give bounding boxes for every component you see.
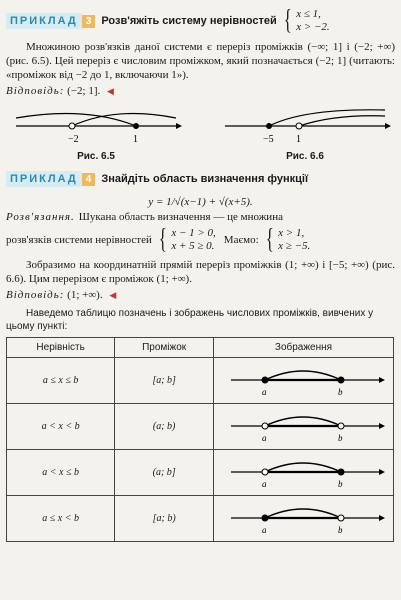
table-row [7, 450, 394, 496]
end-marker-icon: ◀ [107, 86, 114, 96]
interval-number-line [219, 358, 389, 400]
answer-label: Відповідь: [6, 289, 65, 301]
table-intro: Наведемо таблицю позначень і зображень числових проміжків, вивчених у цьому пункті: [6, 308, 374, 332]
system-line: x ≥ −5. [278, 240, 311, 252]
inequality-cell: a < x ≤ b [7, 450, 115, 496]
system-line: x + 5 ≥ 0. [171, 240, 215, 252]
point-b-label: b [337, 387, 342, 397]
example-4-header [6, 164, 395, 194]
tick-label: −2 [68, 134, 79, 145]
example-task: Розв'яжіть систему нерівностей [101, 15, 277, 27]
point-a-label: a [261, 525, 266, 535]
interval-number-line [219, 404, 389, 446]
figure-6-6 [215, 102, 395, 162]
system-line: x > −2. [296, 21, 330, 33]
example-task: Знайдіть область визначення функції [101, 173, 309, 185]
column-header: Нерівність [7, 338, 115, 358]
example-3-text: Множиною розв'язків даної системи є переріз проміжків (−∞; 1] і (−2; +∞) (рис. 6.5). Цей переріз є числовим проміжком, який позначається (−2; 1] (читають: «проміжок від −2 до 1, включаючи 1»). [6, 41, 395, 81]
number-line-figure [6, 102, 186, 150]
point-b-label: b [337, 479, 342, 489]
function-formula: y = 1/√(x−1) + √(x+5). [148, 196, 253, 208]
inequality-system: { x − 1 > 0, x + 5 ≥ 0. [158, 224, 216, 255]
figure-caption: Рис. 6.6 [286, 151, 324, 162]
solution-text: розв'язків системи нерівностей [6, 234, 152, 246]
system-line: x > 1, [278, 227, 305, 239]
example-tag: ПРИКЛАД [6, 171, 82, 187]
inequality-system: { x ≤ 1, x > −2. [283, 5, 330, 36]
interval-image-cell [214, 496, 394, 542]
intervals-table [6, 337, 394, 542]
interval-number-line [219, 450, 389, 492]
system-line: x − 1 > 0, [171, 227, 216, 239]
point-a-label: a [261, 433, 266, 443]
example-4-systems [6, 226, 395, 254]
answer-value: (1; +∞). [67, 289, 103, 301]
interval-cell: [a; b] [115, 358, 214, 404]
interval-cell: (a; b] [115, 450, 214, 496]
tick-label: −5 [263, 134, 274, 145]
example-number: 3 [82, 15, 96, 28]
interval-image-cell [214, 358, 394, 404]
column-header: Зображення [214, 338, 394, 358]
figure-caption: Рис. 6.5 [77, 151, 115, 162]
example-4-answer [6, 288, 395, 302]
point-b-label: b [337, 433, 342, 443]
figure-6-5 [6, 102, 186, 162]
tick-label: 1 [296, 134, 301, 145]
example-tag: ПРИКЛАД [6, 13, 82, 29]
interval-cell: [a; b) [115, 496, 214, 542]
interval-cell: (a; b) [115, 404, 214, 450]
number-line-figure [215, 102, 395, 150]
solution-text: Шукана область визначення — це множина [78, 211, 283, 223]
inequality-cell: a ≤ x ≤ b [7, 358, 115, 404]
interval-image-cell [214, 404, 394, 450]
answer-value: (−2; 1]. [67, 85, 101, 97]
answer-label: Відповідь: [6, 85, 65, 97]
solution-label: Розв'язання. [6, 211, 75, 223]
end-marker-icon: ◀ [109, 290, 117, 300]
table-row [7, 358, 394, 404]
system-line: x ≤ 1, [296, 8, 321, 20]
point-a-label: a [261, 479, 266, 489]
example-3-answer [6, 84, 395, 98]
point-a-label: a [261, 387, 266, 397]
table-row [7, 496, 394, 542]
point-b-label: b [337, 525, 342, 535]
example-4-text: Зобразимо на координатній прямій переріз проміжків (1; +∞) і [−5; +∞) (рис. 6.6). Цим перерізом є проміжок (1; +∞). [6, 259, 395, 285]
have-label: Маємо: [223, 234, 259, 246]
example-4-solution [6, 210, 395, 224]
inequality-cell: a < x < b [7, 404, 115, 450]
example-number: 4 [82, 173, 96, 186]
table-row [7, 404, 394, 450]
column-header: Проміжок [115, 338, 214, 358]
interval-number-line [219, 496, 389, 538]
table-header-row [7, 338, 394, 358]
tick-label: 1 [133, 134, 138, 145]
inequality-system: { x > 1, x ≥ −5. [265, 224, 311, 255]
interval-image-cell [214, 450, 394, 496]
example-3-header [6, 6, 395, 36]
figures-row [6, 102, 395, 162]
inequality-cell: a ≤ x < b [7, 496, 115, 542]
